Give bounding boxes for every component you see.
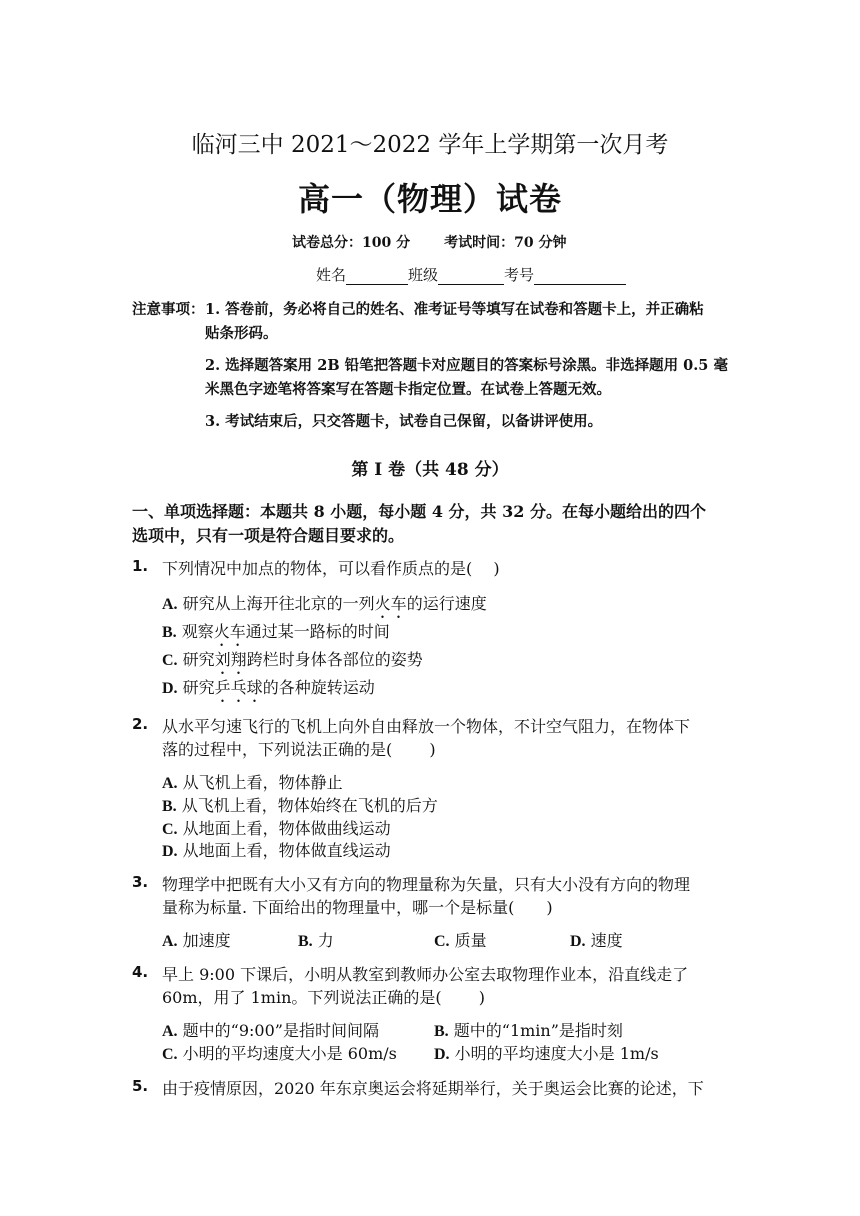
question-2-text-line-2: 落的过程中，下列说法正确的是( ) (162, 740, 436, 759)
exam-subject-title: 高一（物理）试卷 (297, 180, 562, 218)
notice-item-2-line-1: 2. 选择题答案用 2B 铅笔把答题卡对应题目的答案标号涂黑。非选择题用 0.5 毫 (205, 357, 728, 374)
question-3-option-d: D. 速度 (570, 931, 623, 950)
notice-item-1-line-1: 1. 答卷前，务必将自己的姓名、准考证号等填写在试卷和答题卡上，并正确粘 (205, 301, 704, 318)
question-1-text: 下列情况中加点的物体，可以看作质点的是( ) (162, 559, 500, 578)
notice-heading: 注意事项： (132, 301, 205, 318)
exam-meta (292, 232, 566, 252)
notice-item-1-line-2: 贴条形码。 (205, 325, 278, 342)
total-score: 试卷总分：100 分 (292, 235, 411, 251)
question-2-option-c: C. 从地面上看，物体做曲线运动 (162, 819, 391, 838)
question-4-text-line-1: 早上 9:00 下课后，小明从教室到教师办公室去取物理作业本，沿直线走了 (162, 965, 689, 984)
question-2-option-d: D. 从地面上看，物体做直线运动 (162, 841, 391, 860)
question-1-number: 1. (132, 557, 149, 575)
question-2-option-b: B. 从飞机上看，物体始终在飞机的后方 (162, 796, 438, 815)
question-5-number: 5. (132, 1077, 149, 1095)
question-3-option-c: C. 质量 (434, 931, 487, 950)
question-3-text-line-2: 量称为标量. 下面给出的物理量中，哪一个是标量( ) (162, 898, 553, 917)
question-3-option-a: A. 加速度 (162, 931, 231, 950)
question-1-option-d: D. 研究乒乓球的各种旋转运动 (162, 678, 375, 697)
question-4-option-b: B. 题中的“1min”是指时刻 (434, 1021, 623, 1040)
section-1-line-1: 一、单项选择题：本题共 8 小题，每小题 4 分，共 32 分。在每小题给出的四个 (132, 502, 706, 521)
question-1-option-c: C. 研究刘翔跨栏时身体各部位的姿势 (162, 650, 423, 669)
question-3-text-line-1: 物理学中把既有大小又有方向的物理量称为矢量，只有大小没有方向的物理 (162, 875, 691, 894)
id-label: 考号 (504, 266, 535, 284)
name-blank (346, 270, 408, 285)
question-4-number: 4. (132, 963, 149, 981)
question-1-option-b: B. 观察火车通过某一路标的时间 (162, 622, 390, 641)
class-blank (438, 270, 504, 285)
question-4-option-d: D. 小明的平均速度大小是 1m/s (434, 1044, 659, 1063)
question-4-option-c: C. 小明的平均速度大小是 60m/s (162, 1044, 397, 1063)
id-blank (534, 270, 626, 285)
name-label: 姓名 (316, 266, 347, 284)
student-info-line (316, 264, 626, 285)
part-1-title: 第 Ⅰ 卷（共 48 分） (351, 460, 509, 480)
exam-time: 考试时间：70 分钟 (444, 235, 567, 251)
question-1-option-a: A. 研究从上海开往北京的一列火车的运行速度 (162, 594, 487, 613)
question-2-text-line-1: 从水平匀速飞行的飞机上向外自由释放一个物体，不计空气阻力，在物体下 (162, 717, 691, 736)
question-3-number: 3. (132, 873, 149, 891)
exam-school-title: 临河三中 2021～2022 学年上学期第一次月考 (191, 132, 669, 158)
question-4-text-line-2: 60m，用了 1min。下列说法正确的是( ) (162, 988, 485, 1007)
question-5-text-line-1: 由于疫情原因，2020 年东京奥运会将延期举行，关于奥运会比赛的论述，下 (162, 1079, 704, 1098)
notice-item-3: 3. 考试结束后，只交答题卡，试卷自己保留，以备讲评使用。 (205, 413, 603, 430)
section-1-line-2: 选项中，只有一项是符合题目要求的。 (132, 526, 405, 545)
class-label: 班级 (408, 266, 439, 284)
question-4-option-a: A. 题中的“9:00”是指时间间隔 (162, 1021, 379, 1040)
question-3-option-b: B. 力 (298, 931, 334, 950)
question-2-option-a: A. 从飞机上看，物体静止 (162, 773, 343, 792)
question-2-number: 2. (132, 715, 149, 733)
notice-item-2-line-2: 米黑色字迹笔将答案写在答题卡指定位置。在试卷上答题无效。 (205, 381, 611, 398)
